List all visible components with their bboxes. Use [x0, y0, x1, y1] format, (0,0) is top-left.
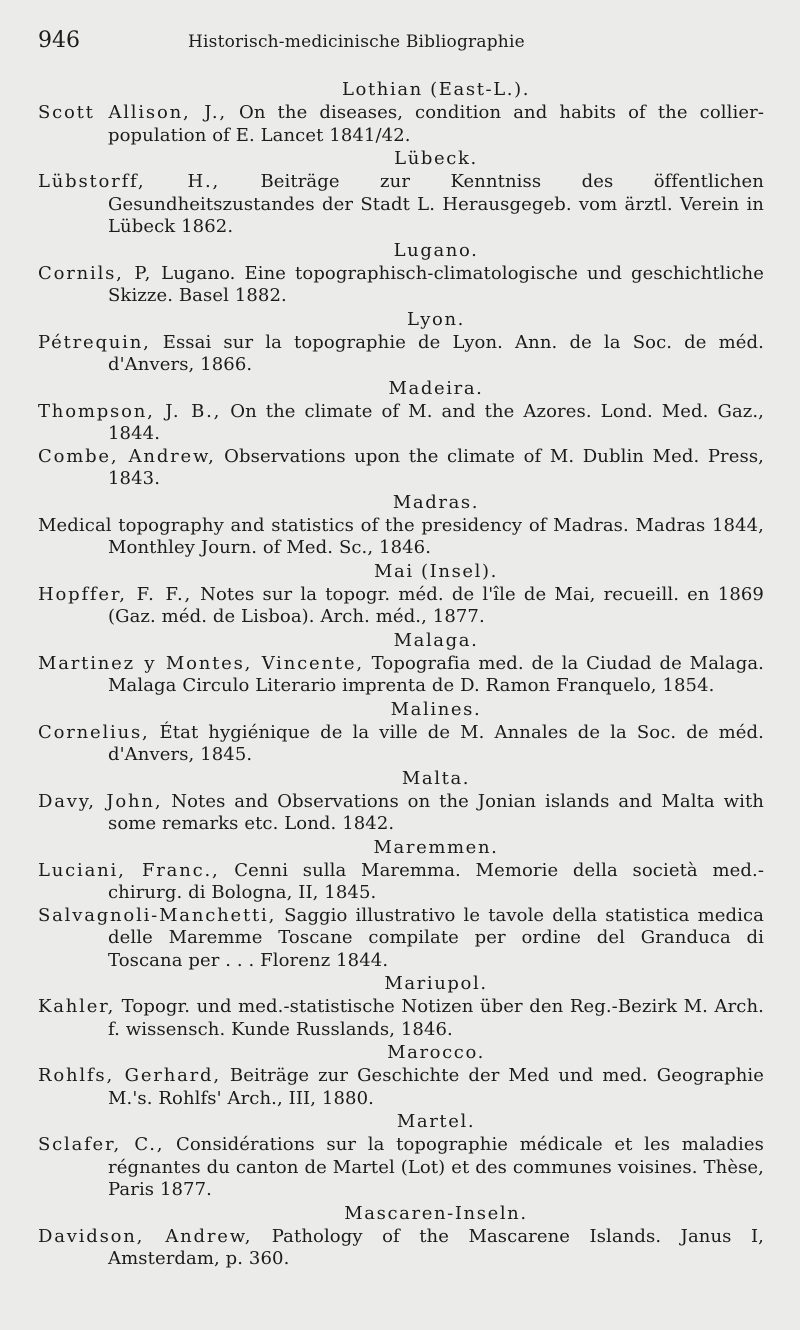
bibliography-entry [38, 171, 764, 239]
entry-author: Hopffer, F. F., [38, 583, 192, 605]
entry-citation: Observations upon the climate of M. Dublin Med. Press, 1843. [108, 445, 764, 489]
entry-citation: Topografia med. de la Ciudad de Malaga. Malaga Circulo Literario imprenta de D. Ramon Franquelo, 1854. [108, 652, 765, 696]
entry-citation: Medical topography and statistics of the presidency of Madras. Madras 1844, Monthley Journ. of Med. Sc., 1846. [38, 514, 764, 558]
entry-author: Salvagnoli-Manchetti, [38, 904, 277, 926]
entry-author: Rohlfs, Gerhard, [38, 1065, 221, 1086]
bibliography-entry [38, 446, 764, 491]
entry-citation: Notes sur la topogr. méd. de l'île de Mai, recueill. en 1869 (Gaz. méd. de Lisboa). Arch. méd., 1877. [108, 583, 764, 627]
entry-citation: Essai sur la topographie de Lyon. Ann. de la Soc. de méd. d'Anvers, 1866. [108, 331, 764, 375]
entry-citation: Considérations sur la topographie médicale et les maladies régnantes du canton de Martel (Lot) et des communes voisines. Thèse, Paris 1877. [108, 1134, 765, 1200]
entry-author: Martinez y Montes, Vincente, [38, 652, 364, 674]
place-heading: Malta. [401, 767, 471, 789]
bibliography-entry [38, 905, 764, 973]
bibliography-entry [38, 584, 764, 629]
entry-citation: Beiträge zur Kenntniss des öffentlichen Gesundheitszustandes der Stadt L. Herausgegeb. vom ärztl. Verein in Lübeck 1862. [108, 171, 765, 237]
entry-author: Scott Allison, J., [38, 102, 227, 123]
entry-author: Pétrequin, [38, 331, 151, 353]
place-heading: Lothian (East-L.). [341, 79, 531, 100]
bibliography-entry [38, 791, 764, 836]
entry-citation: Topogr. und med.-statistische Notizen über den Reg.-Bezirk M. Arch. f. wissensch. Kunde Russlands, 1846. [108, 996, 764, 1040]
place-heading: Lugano. [393, 239, 479, 261]
entry-citation: On the climate of M. and the Azores. Lond. Med. Gaz., 1844. [108, 400, 765, 444]
entry-citation: Notes and Observations on the Jonian islands and Malta with some remarks etc. Lond. 1842. [108, 790, 764, 834]
bibliography-entry [38, 1226, 764, 1271]
place-heading: Mascaren-Inseln. [344, 1202, 528, 1224]
entry-author: Luciani, Franc., [38, 859, 220, 881]
bibliography-list [38, 78, 764, 1271]
place-heading: Lübeck. [394, 148, 478, 169]
place-heading: Malaga. [393, 629, 479, 651]
place-heading: Mai (Insel). [374, 560, 498, 582]
entry-author: Davidson, Andrew, [38, 1225, 253, 1247]
bibliography-entry [38, 996, 764, 1041]
place-heading: Madeira. [388, 377, 484, 399]
entry-author: Lübstorff, H., [38, 171, 221, 192]
page-number: 946 [38, 28, 80, 53]
entry-author: Cornelius, [38, 721, 150, 743]
bibliography-entry [38, 722, 764, 767]
bibliography-entry [38, 401, 764, 446]
entry-author: Kahler, [38, 996, 116, 1017]
entry-author: Thompson, J. B., [38, 400, 222, 422]
entry-author: Davy, John, [38, 790, 163, 812]
bibliography-entry [38, 332, 764, 377]
entry-citation: Lugano. Eine topographisch-climatologische und geschichtliche Skizze. Basel 1882. [108, 262, 764, 306]
place-heading: Maremmen. [373, 836, 499, 858]
place-heading: Marocco. [387, 1042, 485, 1063]
bibliography-entry [38, 515, 764, 560]
entry-citation: État hygiénique de la ville de M. Annales de la Soc. de méd. d'Anvers, 1845. [108, 721, 764, 765]
bibliography-entry [38, 653, 764, 698]
bibliography-entry [38, 860, 764, 905]
bibliography-entry [38, 102, 764, 147]
bibliography-entry [38, 1065, 764, 1110]
place-heading: Mariupol. [384, 973, 488, 994]
entry-citation: On the diseases, condition and habits of the collier-population of E. Lancet 1841/42. [108, 102, 764, 146]
place-heading: Martel. [396, 1111, 476, 1132]
entry-author: Cornils, P, [38, 262, 153, 284]
running-title: Historisch-medicinische Bibliographie [188, 32, 525, 52]
place-heading: Madras. [392, 491, 480, 513]
place-heading: Lyon. [407, 308, 465, 330]
entry-author: Combe, Andrew, [38, 445, 216, 467]
page-header [38, 28, 764, 72]
bibliography-entry [38, 263, 764, 308]
entry-citation: Pathology of the Mascarene Islands. Janus I, Amsterdam, p. 360. [108, 1225, 764, 1269]
bibliography-entry [38, 1134, 764, 1202]
place-heading: Malines. [390, 698, 482, 720]
entry-citation: Saggio illustrativo le tavole della statistica medica delle Maremme Toscane compilate per ordine del Granduca di Toscana per . . . Florenz 1844. [108, 904, 764, 971]
entry-citation: Beiträge zur Geschichte der Med und med. Geographie M.'s. Rohlfs' Arch., III, 1880. [108, 1065, 764, 1109]
entry-author: Sclafer, C., [38, 1134, 165, 1155]
entry-citation: Cenni sulla Maremma. Memorie della società med.-chirurg. di Bologna, II, 1845. [108, 859, 765, 903]
